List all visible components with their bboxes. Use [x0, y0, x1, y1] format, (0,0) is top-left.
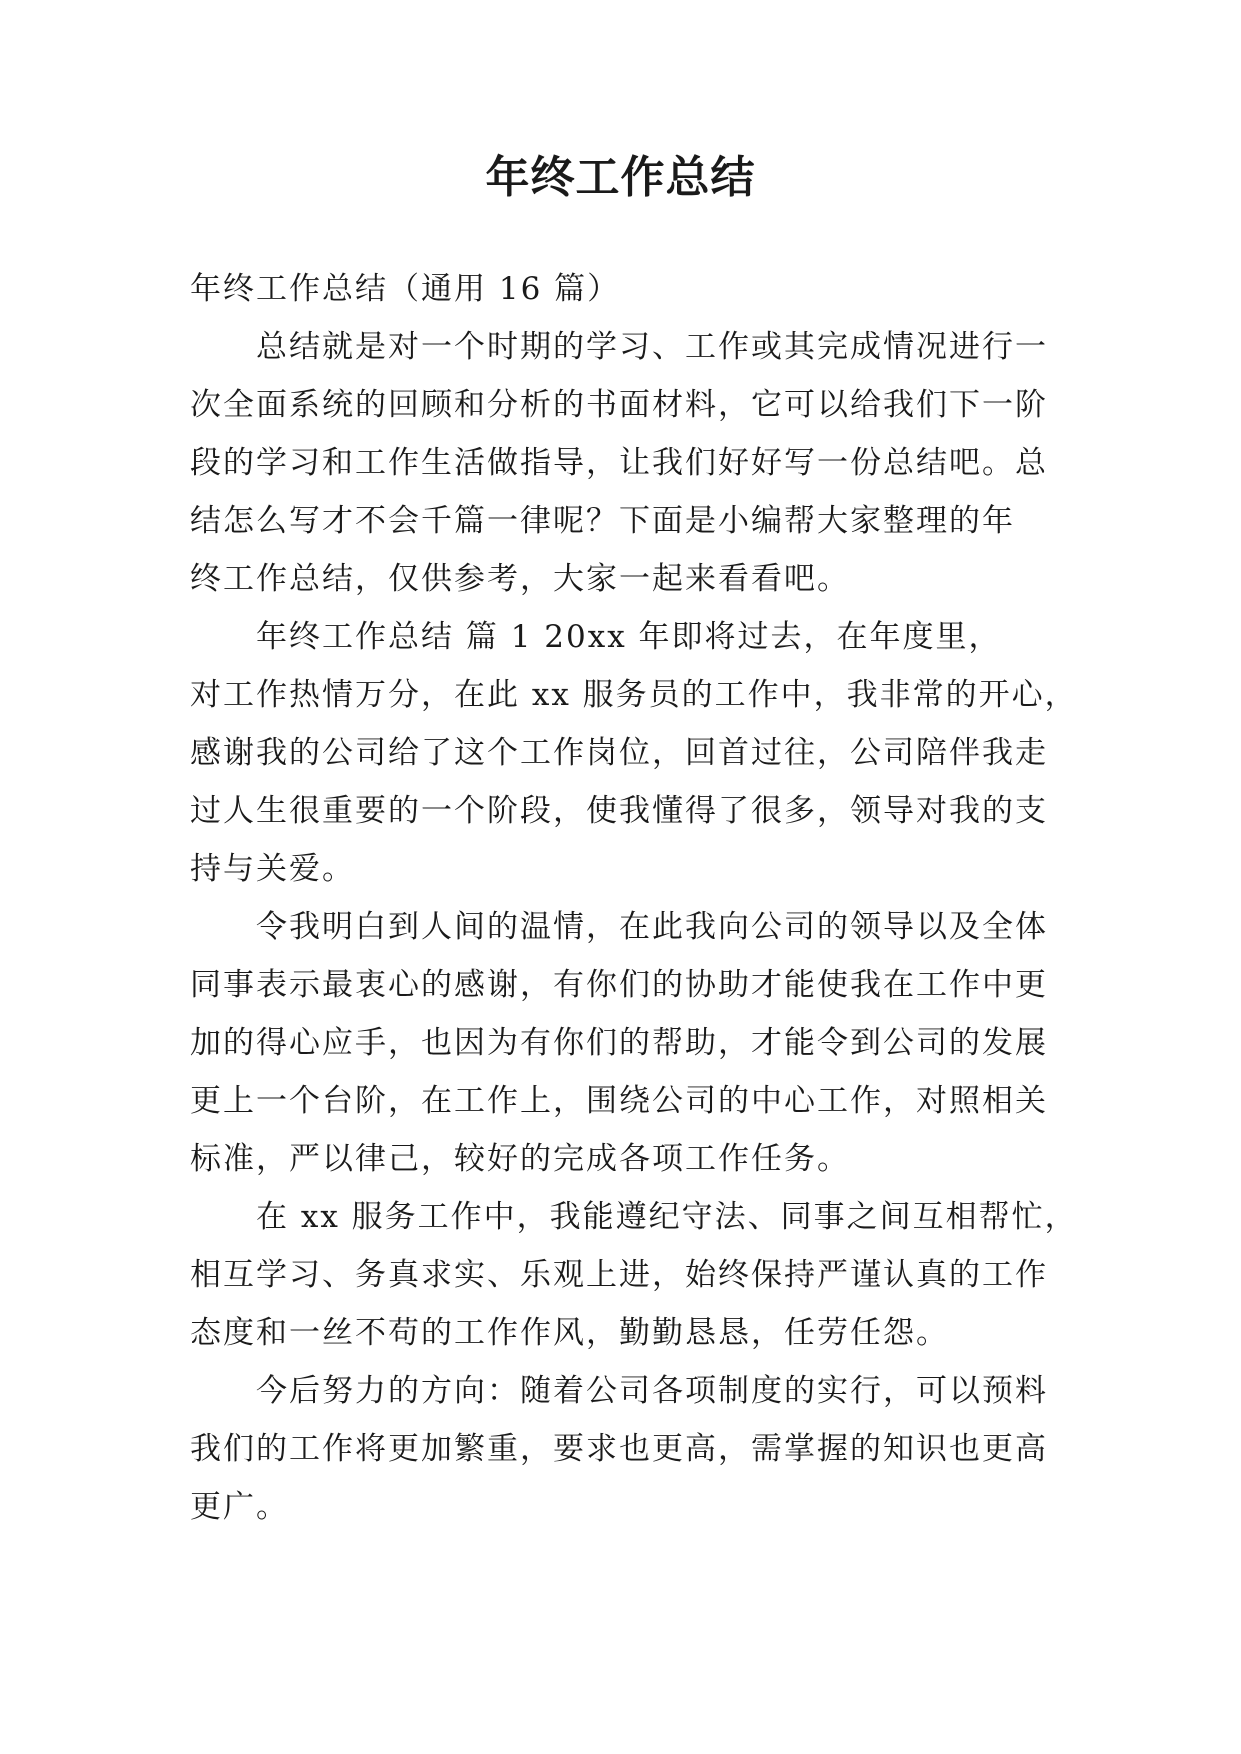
text-line: 令我明白到人间的温情，在此我向公司的领导以及全体: [256, 909, 1048, 945]
text-line: 态度和一丝不苟的工作作风，勤勤恳恳，任劳任怨。: [190, 1315, 949, 1351]
text-line: 更广。: [190, 1489, 289, 1525]
text-line: 年终工作总结 篇 1 20xx 年即将过去，在年度里，: [256, 619, 1002, 655]
text-line: 终工作总结，仅供参考，大家一起来看看吧。: [190, 561, 850, 597]
text-line: 对工作热情万分，在此 xx 服务员的工作中，我非常的开心，: [190, 677, 1078, 713]
text-line: 过人生很重要的一个阶段，使我懂得了很多，领导对我的支: [190, 793, 1048, 829]
text-line: 持与关爱。: [190, 851, 355, 887]
text-line: 感谢我的公司给了这个工作岗位，回首过往，公司陪伴我走: [190, 735, 1048, 771]
text-line: 总结就是对一个时期的学习、工作或其完成情况进行一: [256, 329, 1048, 365]
document-title: 年终工作总结: [485, 152, 756, 203]
text-line: 相互学习、务真求实、乐观上进，始终保持严谨认真的工作: [190, 1257, 1048, 1293]
text-line: 更上一个台阶，在工作上，围绕公司的中心工作，对照相关: [190, 1083, 1048, 1119]
text-line: 加的得心应手，也因为有你们的帮助，才能令到公司的发展: [190, 1025, 1048, 1061]
document-body: [190, 260, 1078, 1536]
text-line: 次全面系统的回顾和分析的书面材料，它可以给我们下一阶: [190, 387, 1048, 423]
text-line: 在 xx 服务工作中，我能遵纪守法、同事之间互相帮忙，: [256, 1199, 1078, 1235]
text-line: 结怎么写才不会千篇一律呢？下面是小编帮大家整理的年: [190, 503, 1015, 539]
text-line: 我们的工作将更加繁重，要求也更高，需掌握的知识也更高: [190, 1431, 1048, 1467]
text-line: 标准，严以律己，较好的完成各项工作任务。: [190, 1141, 850, 1177]
text-line: 段的学习和工作生活做指导，让我们好好写一份总结吧。总: [190, 445, 1048, 481]
text-line: 年终工作总结（通用 16 篇）: [190, 271, 621, 307]
text-line: 同事表示最衷心的感谢，有你们的协助才能使我在工作中更: [190, 967, 1048, 1003]
text-line: 今后努力的方向：随着公司各项制度的实行，可以预料: [256, 1373, 1048, 1409]
